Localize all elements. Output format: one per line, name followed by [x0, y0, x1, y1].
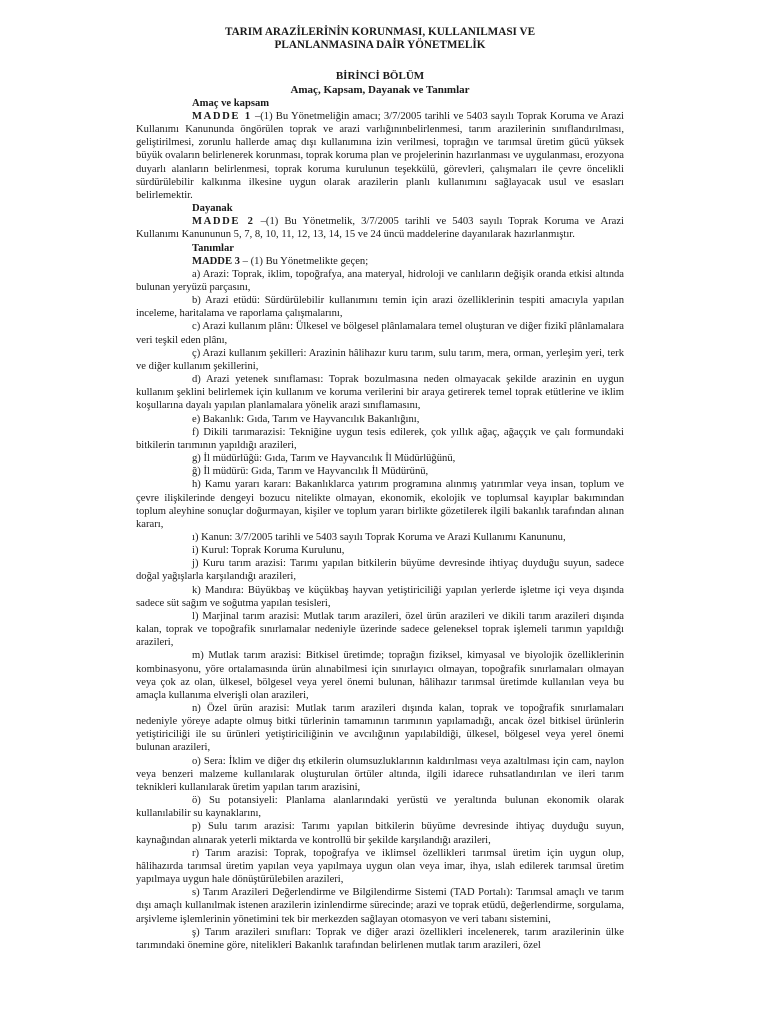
madde-2-text: –(1) Bu Yönetmelik, 3/7/2005 tarihli ve 5403 sayılı Toprak Koruma ve Arazi Kullanımı Kanununun 5, 7, 8, 10, 11, 12, 13, 14, 15 ve 24 üncü maddelerine dayanılarak hazırlanmıştır. — [136, 216, 624, 241]
definition-p: p) Sulu tarım arazisi: Tarımı yapılan bitkilerin büyüme devresinde ihtiyaç duyduğu suyun, kaynağından alınarak yeterli miktarda ve kontrollü bir şekilde karşılandığı arazileri, — [136, 821, 624, 846]
definition-o: o) Sera: İklim ve diğer dış etkilerin olumsuzluklarının kaldırılması veya azaltılması için cam, naylon veya benzeri malzeme kullanılarak oluşturulan örtüler altında, ilgili idarece ruhsatlandırılan ve ileri tarım teknikleri kullanılarak üretim yapılan tarım arazisini, — [136, 755, 624, 793]
definition-l: l) Marjinal tarım arazisi: Mutlak tarım arazileri, özel ürün arazileri ve dikili tarım arazileri dışında kalan, toprak ve topoğrafik sınırlamalar nedeniyle üzerinde sadece geleneksel toprak işlemeli tarımın yapıldığı arazileri, — [136, 610, 624, 649]
definition-j: j) Kuru tarım arazisi: Tarımı yapılan bitkilerin büyüme devresinde ihtiyaç duyduğu suyun, sadece doğal yağışlarla karşılandığı arazileri, — [136, 558, 624, 583]
document-title-line-2: PLANLANMASINA DAİR YÖNETMELİK — [274, 39, 486, 52]
definition-h: h) Kamu yararı kararı: Bakanlıklarca yatırım programına alınmış yatırımlar veya insan, toplum ve çevre ilişkilerinde dengeyi bozucu nitelikte olmayan, ekonomik, ekolojik ve toplumsal kayıplar bakımından toplum aleyhine sonuçlar doğurmayan, kişiler ve toplum yararı birlikte gözetilerek ilgili bakanlık tarafından alınan kararı, — [136, 479, 624, 530]
definition-k: k) Mandıra: Büyükbaş ve küçükbaş hayvan yetiştiriciliği yapılan yerlerde işletme içi veya dışında sadece süt sağım ve soğutma yapılan tesisleri, — [136, 584, 624, 609]
definition-m: m) Mutlak tarım arazisi: Bitkisel üretimde; toprağın fiziksel, kimyasal ve biyolojik özelliklerinin kombinasyonu, yöre ortalamasında ürün alınabilmesi için sınırlayıcı olmayan, topoğrafik sınırlamaları olmayan veya çok az olan, ülkesel, bölgesel veya yerel önemi bulunan, hâlihazır tarımsal üretimde kullanılan veya bu amaçla kullanıma elverişli olan arazileri, — [136, 650, 624, 701]
definition-c-cedilla: ç) Arazi kullanım şekilleri: Arazinin hâlihazır kuru tarım, sulu tarım, mera, orman, yerleşim yeri, terk ve diğer kullanım şekillerini, — [136, 347, 624, 372]
definition-b: b) Arazi etüdü: Sürdürülebilir kullanımını temin için arazi özelliklerinin tespiti amacıyla yapılan inceleme, haritalama ve raporlama çalışmalarını, — [136, 295, 624, 320]
definition-n: n) Özel ürün arazisi: Mutlak tarım arazileri dışında kalan, toprak ve topoğrafik sınırlamaları nedeniyle yöreye adapte olmuş bitki türlerinin tamamının tarımının yapılamadığı, ancak özel bitkisel ürünlerin yetiştiriciliği ile su ürünleri yetiştiriciliğinin ve avcılığının yapılabildiği, ülkesel, bölgesel veya yerel önemi bulunan arazileri, — [136, 703, 624, 754]
madde-1-paragraph — [136, 110, 624, 202]
chapter-subtitle: Amaç, Kapsam, Dayanak ve Tanımlar — [290, 83, 470, 96]
definition-i: i) Kurul: Toprak Koruma Kurulunu, — [192, 545, 345, 557]
madde-3-text: – (1) Bu Yönetmelikte geçen; — [239, 255, 369, 267]
definition-s: s) Tarım Arazileri Değerlendirme ve Bilgilendirme Sistemi (TAD Portalı): Tarımsal amaçlı ve tarım dışı amaçlı kullanılmak istenen arazilerin izinlendirme sürecinde; arazi ve toprak etüdü, değerlendirme, sorgulama, arşivleme işlemlerinin yönetimini tek bir merkezden sağlayan otomasyon ve veri tabanı sistemini, — [136, 887, 624, 925]
definition-d: d) Arazi yetenek sınıflaması: Toprak bozulmasına neden olmayacak şekilde arazinin en uygun kullanım şeklini belirlemek için kullanım ve koruma verilerini bir araya getirerek temel toprak etütlerine ve iklim koşullarına dayalı yapılan planlamalara yönelik arazi sınıflamasını, — [136, 374, 624, 412]
document-page — [136, 26, 624, 952]
madde-2-label: MADDE 2 — [192, 216, 255, 228]
definition-dotless-i: ı) Kanun: 3/7/2005 tarihli ve 5403 sayılı Toprak Koruma ve Arazi Kullanımı Kanununu, — [192, 531, 566, 543]
definition-r: r) Tarım arazisi: Toprak, topoğrafya ve iklimsel özellikleri tarımsal üretim için uygun olup, hâlihazırda tarımsal üretim yapılan veya yapılmaya uygun olan veya imar, ihya, ıslah edilerek tarımsal üretim yapılmaya uygun hale dönüştürülebilen arazileri, — [136, 847, 624, 886]
madde-3-label: MADDE 3 — [192, 255, 240, 267]
document-title-line-1: TARIM ARAZİLERİNİN KORUNMASI, KULLANILMASI VE — [224, 26, 536, 38]
definition-e: e) Bakanlık: Gıda, Tarım ve Hayvancılık Bakanlığını, — [192, 413, 420, 425]
madde-1-text: –(1) Bu Yönetmeliğin amacı; 3/7/2005 tarihli ve 5403 sayılı Toprak Koruma ve Arazi Kullanımı Kanununda öngörülen toprak ve arazi varlığınınbelirlenmesi, tarım arazilerinin sınıflandırılması, geliştirilmesi, zorunlu hallerde amaç dışı kullanımına izin verilmesi, toprağın ve tarımsal üretim gücü yüksek büyük ovaların belirlenerek korunması, toprak koruma plan ve projelerinin hazırlanması ve uygulanması, erozyona duyarlı alanların belirlenmesi, toprak koruma kurulunun teşekkülü, görevleri, çalışmaları ile çevre öncelikli sürdürülebilir kalkınma ilkesine uygun olarak arazilerin planlı kullanımını sağlayacak usul ve esasları belirlemektir. — [136, 110, 624, 201]
chapter-title: BİRİNCİ BÖLÜM — [335, 70, 425, 83]
definition-g: g) İl müdürlüğü: Gıda, Tarım ve Hayvancılık İl Müdürlüğünü, — [192, 453, 456, 465]
amac-kapsam-heading: Amaç ve kapsam — [192, 97, 270, 109]
dayanak-heading: Dayanak — [192, 203, 233, 215]
title-spacer — [136, 52, 624, 70]
definition-a: a) Arazi: Toprak, iklim, topoğrafya, ana materyal, hidroloji ve canlıların değişik oranda etkisi altında bulunan yeryüzü parçasını, — [136, 268, 624, 293]
definition-o-umlaut: ö) Su potansiyeli: Planlama alanlarındaki yerüstü ve yeraltında bulunan ekonomik olarak kullanılabilir su kaynaklarını, — [136, 795, 624, 820]
tanimlar-heading: Tanımlar — [192, 242, 234, 254]
madde-3-paragraph — [136, 255, 624, 268]
definition-g-breve: ğ) İl müdürü: Gıda, Tarım ve Hayvancılık İl Müdürünü, — [192, 466, 429, 478]
madde-2-paragraph — [136, 215, 624, 241]
definition-c: c) Arazi kullanım plânı: Ülkesel ve bölgesel plânlamalara temel oluşturan ve diğer fizikî plânlamalara veri teşkil eden plânı, — [136, 321, 624, 346]
madde-1-label: MADDE 1 — [192, 110, 252, 122]
definition-s-cedilla: ş) Tarım arazileri sınıfları: Toprak ve diğer arazi özellikleri incelenerek, tarım arazilerinin ülke tarımındaki önemine göre, nitelikleri Bakanlık tarafından belirlenen mutlak tarım arazileri, özel — [136, 926, 624, 951]
definition-f: f) Dikili tarımarazisi: Tekniğine uygun tesis edilerek, çok yıllık ağaç, ağaççık ve çalı formundaki bitkilerin tarımının yapıldığı arazileri, — [136, 426, 624, 451]
